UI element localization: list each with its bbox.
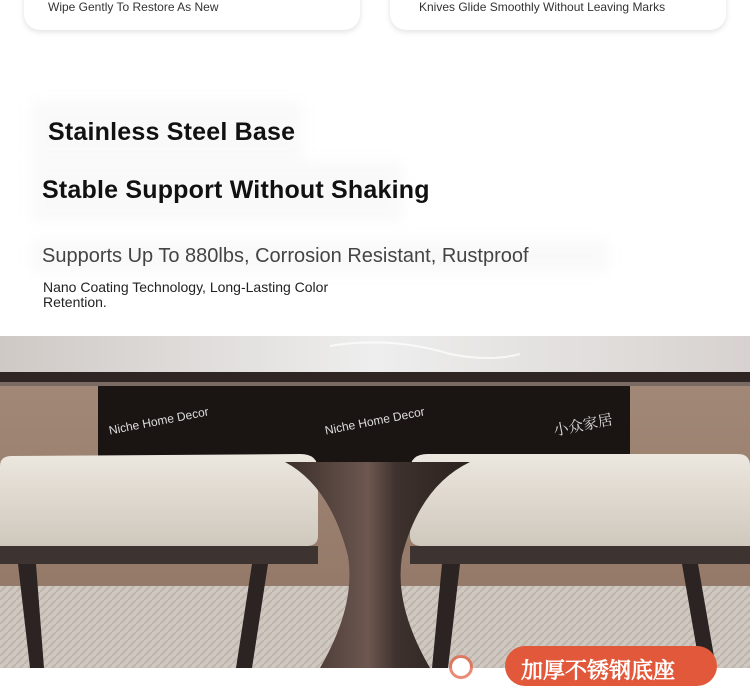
watermark: 小众家居 (552, 411, 615, 440)
feature-card-caption: Wipe Gently To Restore As New (48, 0, 219, 14)
product-photo (0, 336, 750, 668)
callout-badge: 加厚不锈钢底座 (505, 646, 717, 686)
watermark: Niche Home Decor (323, 404, 426, 438)
section-subtitle: Stable Support Without Shaking (42, 176, 430, 204)
feature-card-scratch-resistant (390, 0, 726, 30)
section-tagline: Supports Up To 880lbs, Corrosion Resistant, Rustproof (42, 245, 529, 267)
callout-dot (452, 658, 470, 676)
watermark: Niche Home Decor (107, 404, 210, 438)
dining-table-illustration (0, 336, 750, 668)
section-title: Stainless Steel Base (48, 118, 296, 146)
feature-card-caption: Knives Glide Smoothly Without Leaving Marks (419, 0, 666, 14)
feature-card-easy-clean (24, 0, 360, 30)
section-body: Nano Coating Technology, Long-Lasting Color Retention. (43, 279, 329, 310)
